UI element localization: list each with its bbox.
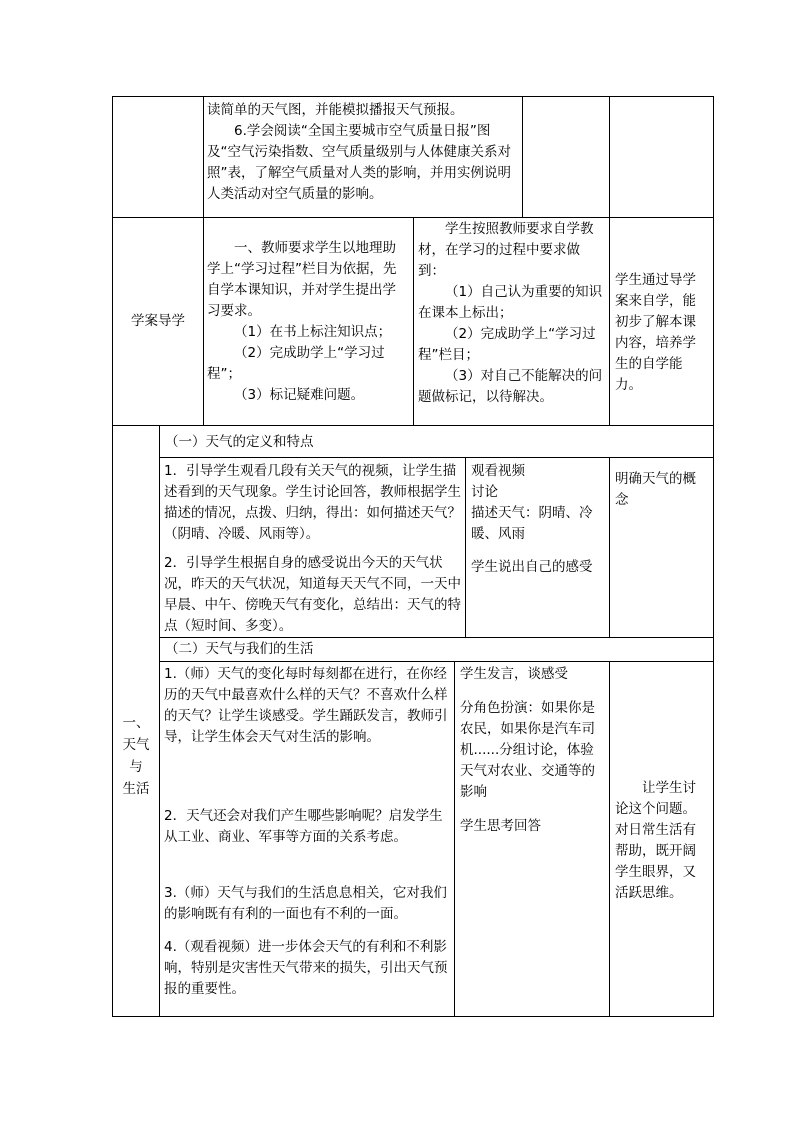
guide-student-item: （2）完成助学上“学习过程”栏目； [418,326,596,363]
sub1-student-line: 讨论 [471,484,498,500]
guide-teacher-item: （1）在书上标注知识点； [234,324,392,340]
sub2-student-cell [460,664,606,837]
section1-label-line: 天气 [122,737,150,753]
objectives-cell [207,100,519,205]
sub1-teacher-step: 2．引导学生根据自身的感受说出今天的天气状况，昨天的天气状况，知道每天天气不同，一天中早晨、中午、傍晚天气有变化，总结出：天气的特点（短时间、多变）。 [164,555,461,634]
sub1-student-line: 描述天气：阴晴、冷暖、风雨 [471,505,593,542]
guide-teacher-item: （3）标记疑难问题。 [234,387,365,403]
sub2-teacher-step: 3.（师）天气与我们的生活息息相关，它对我们的影响既有有利的一面也有不利的一面。 [164,885,447,922]
sub1-teacher-step: 1．引导学生观看几段有关天气的视频，让学生描述看到的天气现象。学生讨论回答，教师根据学生描述的情况，点拨、归纳，得出：如何描述天气？（阴晴、冷暖、风雨等）。 [164,463,461,542]
sub2-heading-text: （二）天气与我们的生活 [165,641,314,657]
section1-label [113,712,159,800]
guide-teacher-intro: 一、教师要求学生以地理助学上“学习过程”栏目为依据，先自学本课知识，并对学生提出学习要求。 [207,240,397,319]
guide-label [113,218,203,425]
guide-student-item: （1）自己认为重要的知识在课本上标出； [418,284,603,321]
sub1-intent-cell [615,469,707,511]
sub2-student-line: 分角色扮演：如果你是农民，如果你是汽车司机......分组讨论，体验天气对农业、交通等的影响 [460,700,595,800]
sub2-teacher-step: 1.（师）天气的变化每时每刻都在进行，在你经历的天气中最喜欢什么样的天气？不喜欢什么样的天气？让学生谈感受。学生踊跃发言，教师引导，让学生体会天气对生活的影响。 [164,666,448,745]
sub2-student-line: 学生思考回答 [460,818,541,834]
sub2-student-line: 学生发言，谈感受 [460,666,568,682]
section1-label-line: 与 [129,759,143,775]
guide-teacher-item: （2）完成助学上“学习过程”； [207,345,385,382]
guide-student-intro: 学生按照教师要求自学教材，在学习的过程中要求做到： [418,221,594,279]
section1-label-line: 生活 [122,781,150,797]
sub1-intent-text: 明确天气的概念 [615,471,696,508]
sub2-teacher-cell [164,664,451,1000]
sub1-student-line: 学生说出自己的感受 [471,559,593,575]
guide-student-item: （3）对自己不能解决的问题做标记，以待解决。 [418,368,603,405]
sub1-student-cell [471,461,607,578]
sub1-student-line: 观看视频 [471,463,525,479]
sub2-teacher-step: 2．天气还会对我们产生哪些影响呢？启发学生从工业、商业、军事等方面的关系考虑。 [164,808,443,845]
sub1-teacher-cell [164,461,462,637]
sub2-intent-text: 让学生讨论这个问题。对日常生活有帮助，既开阔学生眼界，又活跃思维。 [615,780,696,901]
section1-label-line: 一、 [122,715,150,731]
sub2-intent-cell [615,778,707,904]
sub1-heading-text: （一）天气的定义和特点 [165,434,314,450]
guide-intent-cell [615,270,709,396]
guide-label-text: 学案导学 [131,313,185,329]
guide-teacher-cell [207,238,409,406]
objective-line: 读简单的天气图，并能模拟播报天气预报。 [207,102,464,118]
sub2-heading [165,639,705,660]
guide-student-cell [418,219,606,408]
objective-6: 6.学会阅读“全国主要城市空气质量日报”图及“空气污染指数、空气质量级别与人体健康关系对照”表，了解空气质量对人类的影响，并用实例说明人类活动对空气质量的影响。 [207,123,511,202]
guide-intent-text: 学生通过导学案来自学，能初步了解本课内容，培养学生的自学能力。 [615,272,696,393]
sub1-heading [165,432,705,453]
sub2-teacher-step: 4.（观看视频）进一步体会天气的有利和不利影响，特别是灾害性天气带来的损失，引出天气预报的重要性。 [164,939,448,997]
